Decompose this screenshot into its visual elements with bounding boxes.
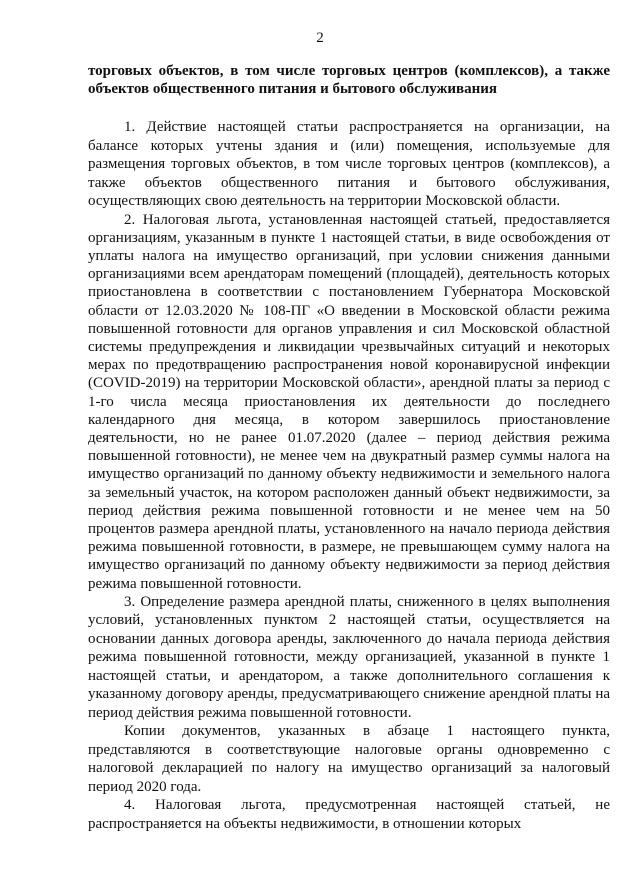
document-body [88,62,610,833]
paragraph-4: Копии документов, указанных в абзаце 1 настоящего пункта, представляются в соответствующие налоговые органы одновременно с налоговой декларацией по налогу на имущество организаций за налоговый период 2020 года. [88,723,610,795]
paragraph-3: 3. Определение размера арендной платы, сниженного в целях выполнения условий, установленных пунктом 2 настоящей статьи, осуществляется на основании данных договора аренды, заключенного до начала периода действия режима повышенной готовности, между организацией, указанной в пункте 1 настоящей статьи, и арендатором, а также дополнительного соглашения к указанному договору аренды, предусматривающего снижение арендной платы на период действия режима повышенной готовности. [88,593,610,721]
paragraph-2: 2. Налоговая льгота, установленная настоящей статьей, предоставляется организациям, указанным в пункте 1 настоящей статьи, в виде освобождения от уплаты налога на имущество организаций, при условии снижения данными организациями всем арендаторам помещений (площадей), деятельность которых приостановлена в соответствии с постановлением Губернатора Московской области от 12.03.2020 № 108-ПГ «О введении в Московской области режима повышенной готовности для органов управления и сил Московской областной системы предупреждения и ликвидации чрезвычайных ситуаций и некоторых мерах по предотвращению распространения новой коронавирусной инфекции (COVID-2019) на территории Московской области», арендной платы за период с 1-го числа месяца приостановления их деятельности до последнего календарного дня месяца, в котором завершилось приостановление деятельности, но не ранее 01.07.2020 (далее – период действия режима повышенной готовности), не менее чем на двукратный размер суммы налога на имущество организаций по данному объекту недвижимости и земельного налога за земельный участок, на котором расположен данный объект недвижимости, за период действия режима повышенной готовности и не менее чем на 50 процентов размера арендной платы, установленного на начало периода действия режима повышенной готовности, в размере, не превышающем сумму налога на имущество организаций по данному объекту недвижимости за период действия режима повышенной готовности. [88,211,610,592]
section-heading: торговых объектов, в том числе торговых центров (комплексов), а также объектов общественного питания и бытового обслуживания [88,63,610,97]
paragraph-5: 4. Налоговая льгота, предусмотренная настоящей статьей, не распространяется на объекты недвижимости, в отношении которых [88,797,610,832]
paragraph-1: 1. Действие настоящей статьи распространяется на организации, на балансе которых учтены здания и (или) помещения, используемые для размещения торговых объектов, в том числе торговых центров (комплексов), а также объектов общественного питания и бытового обслуживания, осуществляющих свою деятельность на территории Московской области. [88,119,610,209]
page-number: 2 [316,30,324,46]
